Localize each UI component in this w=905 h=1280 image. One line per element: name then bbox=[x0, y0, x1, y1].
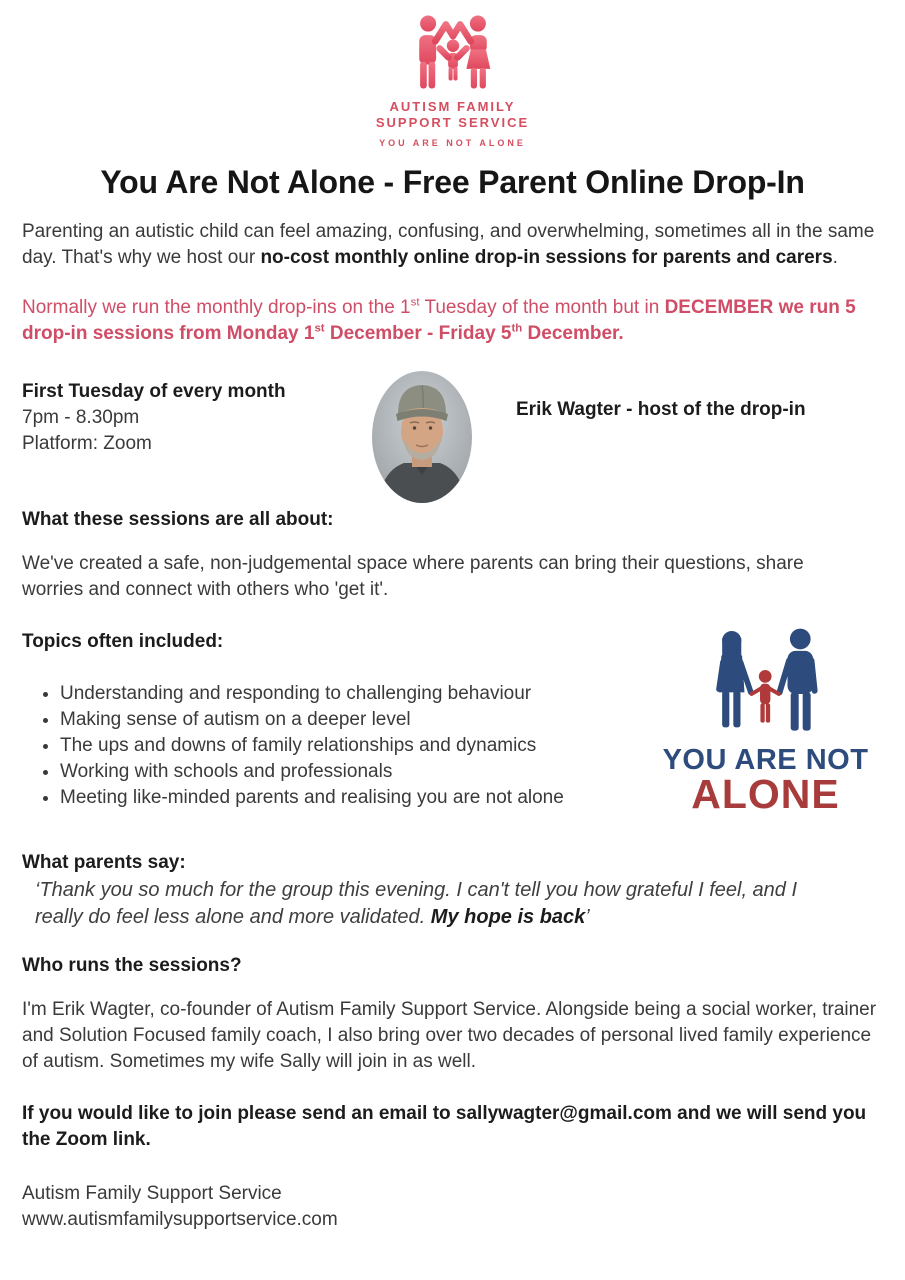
family-house-logo-icon bbox=[397, 12, 509, 92]
highlight-bold2: December - Friday 5 bbox=[324, 322, 512, 344]
host-bio-paragraph: I'm Erik Wagter, co-founder of Autism Family Support Service. Alongside being a social worker, trainer and Solution Focused family coach, I also bring over two decades of personal lived family experience of autism. Sometimes my wife Sally will join in as well. bbox=[22, 998, 877, 1072]
highlight-bold1: DECEMBER we run 5 drop-in sessions from Monday 1 bbox=[22, 296, 856, 344]
header-logo bbox=[22, 12, 883, 148]
quote-bold-text: My hope is back bbox=[430, 905, 586, 928]
testimonial-heading: What parents say: bbox=[22, 851, 186, 873]
logo-line2: SUPPORT SERVICE bbox=[375, 115, 530, 131]
footer bbox=[22, 1181, 883, 1233]
december-highlight-paragraph bbox=[22, 295, 883, 347]
topics-heading: Topics often included: bbox=[22, 630, 224, 652]
highlight-sup1: st bbox=[410, 296, 420, 309]
session-info-row bbox=[22, 371, 883, 503]
alone-logo-text-bottom: ALONE bbox=[691, 770, 840, 817]
session-schedule: First Tuesday of every month bbox=[22, 380, 286, 402]
session-time: 7pm - 8.30pm bbox=[22, 406, 140, 428]
logo-wordmark bbox=[22, 99, 883, 132]
about-paragraph: We've created a safe, non-judgemental space where parents can bring their questions, share worries and connect with others who 'get it'. bbox=[22, 552, 804, 600]
logo-tagline: YOU ARE NOT ALONE bbox=[379, 137, 526, 148]
topic-item: • Understanding and responding to challenging behaviour bbox=[60, 681, 648, 706]
topics-section bbox=[22, 631, 883, 818]
intro-suffix: . bbox=[832, 246, 838, 268]
highlight-bsup2: th bbox=[511, 322, 523, 335]
topic-item: • Meeting like-minded parents and realising you are not alone bbox=[60, 785, 648, 810]
host-portrait-image bbox=[372, 371, 472, 503]
page-title: You Are Not Alone - Free Parent Online Drop-In bbox=[100, 163, 805, 200]
you-are-not-alone-logo bbox=[648, 627, 883, 818]
intro-bold: no-cost monthly online drop-in sessions for parents and carers bbox=[260, 246, 833, 268]
quote-close-mark: ’ bbox=[585, 905, 590, 928]
topics-list-column bbox=[22, 631, 648, 818]
highlight-seg2: Tuesday of the month but in bbox=[419, 296, 665, 318]
highlight-bold3: December. bbox=[522, 322, 624, 344]
host-name-label: Erik Wagter - host of the drop-in bbox=[516, 398, 806, 420]
host-photo bbox=[372, 371, 472, 503]
alone-logo-text-top: YOU ARE NOT bbox=[662, 743, 869, 776]
intro-paragraph bbox=[22, 219, 883, 271]
topic-item: • The ups and downs of family relationships and dynamics bbox=[60, 733, 648, 758]
highlight-bsup1: st bbox=[314, 322, 325, 335]
intro-text: Parenting an autistic child can feel amazing, confusing, and overwhelming, sometimes all in the same day. That's why we host our bbox=[22, 220, 875, 268]
who-runs-heading: Who runs the sessions? bbox=[22, 954, 242, 976]
footer-org-name: Autism Family Support Service bbox=[22, 1182, 282, 1204]
testimonial-quote bbox=[22, 877, 812, 931]
about-heading: What these sessions are all about: bbox=[22, 508, 334, 530]
quote-text: Thank you so much for the group this evening. I can't tell you how grateful I feel, and I really do feel less alone and more validated. bbox=[35, 878, 798, 928]
footer-website-url: www.autismfamilysupportservice.com bbox=[22, 1208, 338, 1230]
highlight-seg1: Normally we run the monthly drop-ins on the 1 bbox=[22, 296, 411, 318]
join-cta-paragraph: If you would like to join please send an email to sallywagter@gmail.com and we will send you the Zoom link. bbox=[22, 1102, 867, 1150]
logo-line1: AUTISM FAMILY bbox=[389, 99, 516, 114]
topic-item: • Working with schools and professionals bbox=[60, 759, 648, 784]
topics-list bbox=[60, 681, 648, 810]
session-details bbox=[22, 371, 372, 457]
testimonial-section bbox=[22, 852, 883, 931]
session-platform: Platform: Zoom bbox=[22, 432, 152, 454]
topic-item: • Making sense of autism on a deeper level bbox=[60, 707, 648, 732]
quote-open-mark: ‘ bbox=[35, 878, 40, 901]
family-silhouette-icon bbox=[682, 627, 850, 737]
